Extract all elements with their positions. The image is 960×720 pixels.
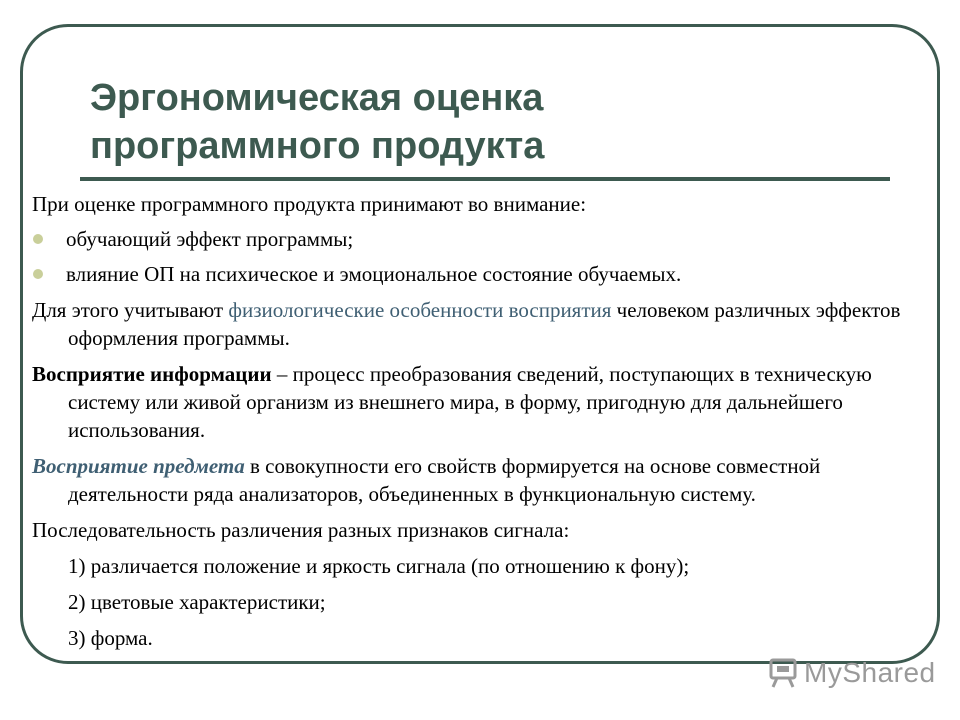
sequence-item: 3) форма. xyxy=(68,626,153,650)
consider-prefix: Для этого учитывают xyxy=(32,298,229,322)
bullet-text: влияние ОП на психическое и эмоциональное состояние обучаемых. xyxy=(66,262,682,286)
perception-object-text: в совокупности его свойств формируется на основе совместной деятельности ряда анализаторов, объединенных в функциональную систему. xyxy=(68,454,821,506)
bullet-text: обучающий эффект программы; xyxy=(66,227,354,251)
myshared-watermark xyxy=(768,656,936,690)
slide-body xyxy=(32,190,932,652)
watermark-text: MyShared xyxy=(804,657,936,688)
slide-title xyxy=(90,74,850,170)
consider-paragraph xyxy=(32,296,932,352)
slide-title-line-1: Эргономическая оценка xyxy=(90,77,544,119)
perception-object-term: Восприятие предмета xyxy=(32,454,245,478)
consider-highlight: физиологические особенности восприятия xyxy=(228,298,612,322)
consider-suffix: человеком различных эффектов оформления программы. xyxy=(68,298,901,350)
sequence-item: 2) цветовые характеристики; xyxy=(68,590,326,614)
perception-object-paragraph xyxy=(32,452,932,508)
perception-info-paragraph xyxy=(32,360,932,444)
presentation-board-icon xyxy=(768,657,798,689)
bullet-dot-icon xyxy=(33,269,43,279)
intro-text: При оценке программного продукта принимают во внимание: xyxy=(32,192,587,216)
bullet-item xyxy=(32,260,932,288)
perception-info-definition: – процесс преобразования сведений, поступающих в техническую систему или живой организм из внешнего мира, в форму, пригодную для дальнейшего использования. xyxy=(68,362,872,442)
sequence-intro: Последовательность различения разных признаков сигнала: xyxy=(32,518,570,542)
perception-info-term: Восприятие информации xyxy=(32,362,272,386)
title-underline xyxy=(80,177,890,181)
bullet-item xyxy=(32,225,932,253)
sequence-item: 1) различается положение и яркость сигнала (по отношению к фону); xyxy=(68,554,690,578)
bullet-dot-icon xyxy=(33,234,43,244)
slide-title-line-2: программного продукта xyxy=(90,125,545,167)
